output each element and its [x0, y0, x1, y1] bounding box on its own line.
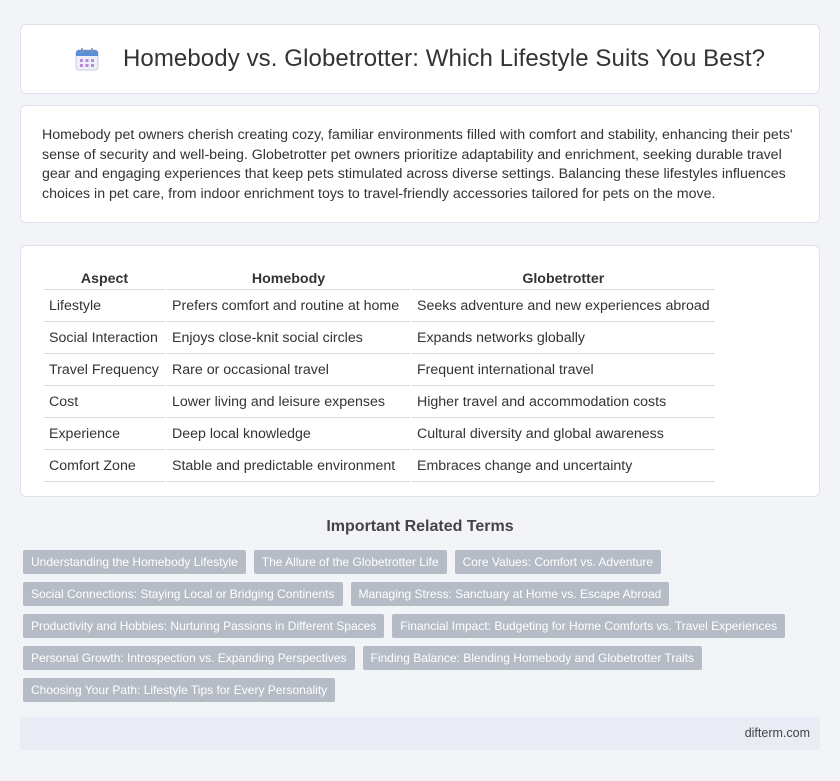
row-aspect: Experience: [44, 420, 165, 450]
page-title: Homebody vs. Globetrotter: Which Lifestyle Suits You Best?: [122, 45, 766, 72]
column-header-aspect: Aspect: [44, 268, 165, 290]
related-term-tag[interactable]: Understanding the Homebody Lifestyle: [23, 550, 246, 574]
comparison-card: [20, 245, 820, 497]
calendar-icon: [75, 47, 99, 71]
related-term-tag[interactable]: Personal Growth: Introspection vs. Expanding Perspectives: [23, 646, 355, 670]
row-globetrotter: Higher travel and accommodation costs: [412, 388, 715, 418]
table-row: [44, 292, 715, 322]
row-homebody: Lower living and leisure expenses: [167, 388, 410, 418]
table-row: [44, 452, 715, 482]
footer-site-link[interactable]: difterm.com: [744, 726, 810, 740]
related-term-tag[interactable]: Social Connections: Staying Local or Bridging Continents: [23, 582, 343, 606]
table-row: [44, 324, 715, 354]
related-term-tag[interactable]: Productivity and Hobbies: Nurturing Passions in Different Spaces: [23, 614, 384, 638]
intro-paragraph: Homebody pet owners cherish creating cozy, familiar environments filled with comfort and stability, enhancing their pets' sense of security and well-being. Globetrotter pet owners prioritize adaptability and enrichment, seeking durable travel gear and engaging experiences that keep pets stimulated across diverse settings. Balancing these lifestyles influences choices in pet care, from indoor enrichment toys to travel-friendly accessories tailored for pets on the move.: [42, 127, 793, 202]
table-header-row: [44, 268, 715, 290]
comparison-table: [42, 266, 717, 484]
row-homebody: Rare or occasional travel: [167, 356, 410, 386]
related-term-tag[interactable]: Core Values: Comfort vs. Adventure: [455, 550, 662, 574]
related-terms-list: [23, 550, 813, 702]
table-row: [44, 388, 715, 418]
row-homebody: Stable and predictable environment: [167, 452, 410, 482]
column-header-globetrotter: Globetrotter: [412, 268, 715, 290]
row-homebody: Deep local knowledge: [167, 420, 410, 450]
row-homebody: Prefers comfort and routine at home: [167, 292, 410, 322]
row-aspect: Lifestyle: [44, 292, 165, 322]
column-header-homebody: Homebody: [167, 268, 410, 290]
row-homebody: Enjoys close-knit social circles: [167, 324, 410, 354]
table-row: [44, 420, 715, 450]
row-globetrotter: Cultural diversity and global awareness: [412, 420, 715, 450]
row-aspect: Social Interaction: [44, 324, 165, 354]
row-globetrotter: Embraces change and uncertainty: [412, 452, 715, 482]
header-card: [20, 24, 820, 94]
related-terms-heading: Important Related Terms: [326, 518, 514, 535]
row-globetrotter: Frequent international travel: [412, 356, 715, 386]
intro-card: [20, 105, 820, 223]
title-wrap: [75, 45, 765, 73]
row-globetrotter: Expands networks globally: [412, 324, 715, 354]
row-aspect: Travel Frequency: [44, 356, 165, 386]
related-term-tag[interactable]: Finding Balance: Blending Homebody and Globetrotter Traits: [363, 646, 703, 670]
related-term-tag[interactable]: Financial Impact: Budgeting for Home Comforts vs. Travel Experiences: [392, 614, 785, 638]
related-term-tag[interactable]: Choosing Your Path: Lifestyle Tips for Every Personality: [23, 678, 335, 702]
footer-bar: [20, 717, 820, 750]
related-term-tag[interactable]: Managing Stress: Sanctuary at Home vs. Escape Abroad: [351, 582, 670, 606]
related-term-tag[interactable]: The Allure of the Globetrotter Life: [254, 550, 447, 574]
row-globetrotter: Seeks adventure and new experiences abroad: [412, 292, 715, 322]
row-aspect: Comfort Zone: [44, 452, 165, 482]
table-row: [44, 356, 715, 386]
row-aspect: Cost: [44, 388, 165, 418]
